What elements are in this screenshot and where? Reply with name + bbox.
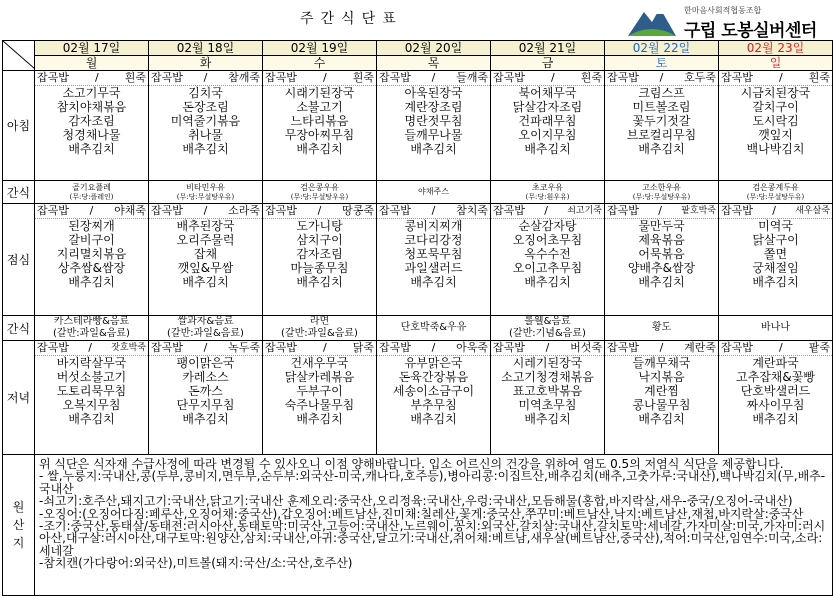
- snack1-cell: [263, 181, 377, 204]
- menu-item: 상추쌈&쌈장: [57, 261, 126, 275]
- menu-item: 크림스프: [638, 86, 685, 100]
- snack-name: 롤웰&음료: [524, 316, 571, 327]
- dinner-row: [3, 341, 833, 455]
- menu-item: 배추김치: [296, 412, 343, 426]
- rice-porridge-line: [605, 341, 718, 356]
- slash-separator: /: [431, 204, 436, 217]
- snack-name: 카스테라빵&음료: [53, 316, 130, 327]
- menu-item: 갈치구이: [752, 100, 799, 114]
- snack-alt: (갈반:과일&음료): [281, 328, 358, 339]
- morning-snack-row: [3, 181, 833, 204]
- menu-item: 표고호박볶음: [512, 384, 583, 398]
- snack-name: 단호박죽&우유: [400, 322, 467, 333]
- menu-item: 카레소스: [182, 370, 229, 384]
- page-header: [0, 0, 835, 41]
- snack1-cell: [491, 181, 605, 204]
- menu-item: 들깨무채국: [632, 356, 691, 370]
- menu-item: 취나물: [188, 128, 223, 142]
- porridge-name: 팥죽: [808, 341, 830, 354]
- dinner-cell: [263, 341, 377, 455]
- lunch-label: 점심: [3, 204, 35, 316]
- rice-label: 잡곡밥: [607, 204, 639, 217]
- snack1-cell: [149, 181, 263, 204]
- origin-row: [3, 455, 833, 596]
- origin-label: [3, 455, 35, 596]
- breakfast-cell: [35, 71, 149, 181]
- snack-alt: (무:당:플레인): [69, 192, 114, 201]
- snack-alt: (무:당:무설탕우유): [290, 192, 349, 201]
- rice-porridge-line: [491, 204, 604, 219]
- snack-name: 쌀과자&음료: [177, 316, 234, 327]
- menu-item: 물만두국: [638, 219, 685, 233]
- menu-item: 배추김치: [524, 142, 571, 156]
- menu-item: 지리멸치볶음: [56, 247, 127, 261]
- snack2-cell: [149, 316, 263, 341]
- date-cell: 02월 20일: [377, 41, 491, 56]
- menu-item: 오복지무침: [62, 398, 121, 412]
- menu-item: 브로컬리무침: [626, 128, 697, 142]
- slash-separator: /: [203, 341, 208, 354]
- menu-item: 짜사이무침: [746, 398, 805, 412]
- menu-item: 팽이맑은국: [176, 356, 235, 370]
- rice-label: 잡곡밥: [151, 71, 183, 84]
- porridge-name: 땅콩죽: [342, 204, 374, 217]
- menu-item: 소불고기: [296, 100, 343, 114]
- menu-item: 단호박샐러드: [740, 384, 811, 398]
- breakfast-cell: [491, 71, 605, 181]
- dinner-cell: [605, 341, 719, 455]
- menu-item: 오리주물럭: [176, 233, 235, 247]
- porridge-name: 쇠고기죽: [567, 206, 602, 216]
- breakfast-cell: [149, 71, 263, 181]
- porridge-name: 참깨죽: [228, 71, 260, 84]
- menu-item: 깻잎&무쌈: [177, 261, 234, 275]
- slash-separator: /: [322, 341, 327, 354]
- lunch-cell: [605, 204, 719, 316]
- page-title: 주간식단표: [300, 11, 403, 27]
- weekday-row: [3, 56, 833, 71]
- menu-item: 배추김치: [182, 142, 229, 156]
- afternoon-snack-row: [3, 316, 833, 341]
- snack2-cell: [35, 316, 149, 341]
- slash-separator: /: [322, 71, 327, 84]
- porridge-name: 흰죽: [580, 71, 602, 84]
- porridge-name: 버섯죽: [570, 341, 602, 354]
- menu-item: 부추무침: [410, 398, 457, 412]
- menu-item: 미역초무침: [518, 398, 577, 412]
- porridge-name: 흰죽: [352, 71, 374, 84]
- rice-label: 잡곡밥: [607, 341, 639, 354]
- rice-label: 잡곡밥: [151, 204, 183, 217]
- menu-item: 배추김치: [68, 412, 115, 426]
- slash-separator: /: [550, 71, 555, 84]
- snack-name: 라면: [309, 316, 330, 327]
- date-cell: 02월 19일: [263, 41, 377, 56]
- menu-item: 계란장조림: [404, 100, 463, 114]
- menu-item: 미역줄기볶음: [170, 114, 241, 128]
- menu-item: 콩비지찌개: [404, 219, 463, 233]
- porridge-name: 계란죽: [684, 341, 716, 354]
- snack-name: 골기요플레: [72, 182, 111, 192]
- menu-item: 건새우무국: [290, 356, 349, 370]
- slash-separator: /: [89, 204, 94, 217]
- dinner-cell: [35, 341, 149, 455]
- menu-item: 배추김치: [296, 142, 343, 156]
- origin-notes: [35, 455, 833, 596]
- porridge-name: 흰죽: [124, 71, 146, 84]
- lunch-cell: [35, 204, 149, 316]
- slash-separator: /: [544, 204, 548, 217]
- snack-alt: (무:당:무설탕두유): [746, 192, 805, 201]
- rice-porridge-line: [605, 204, 718, 219]
- snack-alt: (갈반:기념&음료): [509, 328, 586, 339]
- rice-porridge-line: [149, 341, 262, 356]
- date-row: [3, 41, 833, 56]
- menu-item: 도토리묵무침: [56, 384, 127, 398]
- slash-separator: /: [203, 204, 208, 217]
- menu-item: 낙지볶음: [638, 370, 685, 384]
- snack2-cell: [719, 316, 833, 341]
- notes-line: -조기:중국산,동태살/동태전:러시아산,동태토막:미국산,고등어:국내산,노르웨이,꽁치:외국산,갈치살:국내산,갈치토막:세네갈,가자미살:미국,가자미:러시아산,대구살:러시아산,대구토막:원양산,삼치:국내산,아귀:중국산,달고기:국내산,쥐어채:베트남,새우살(베트남산,중국산),적어:미국산,임연수:미국,소라:세네갈: [39, 519, 826, 558]
- porridge-name: 아욱죽: [456, 341, 488, 354]
- menu-item: 닭살감자조림: [512, 100, 583, 114]
- breakfast-row: [3, 71, 833, 181]
- snack-alt: (갈반:과일&음료): [53, 328, 130, 339]
- menu-item: 제육볶음: [638, 233, 685, 247]
- snack1-cell: [35, 181, 149, 204]
- rice-label: 잡곡밥: [265, 204, 297, 217]
- menu-item: 배추된장국: [176, 219, 235, 233]
- menu-item: 배추김치: [68, 275, 115, 289]
- rice-label: 잡곡밥: [607, 71, 639, 84]
- snack-alt: (갈반:과일&음료): [167, 328, 244, 339]
- menu-item: 배추김치: [752, 275, 799, 289]
- snack-name: 검은콩우유: [300, 182, 339, 192]
- menu-item: 삼치구이: [296, 233, 343, 247]
- diagonal-divider: [3, 41, 35, 69]
- date-cell: 02월 17일: [35, 41, 149, 56]
- snack-name: 고소한우유: [642, 182, 681, 192]
- morning-snack-label: 간식: [3, 181, 35, 204]
- corner-cell: [3, 41, 35, 71]
- menu-item: 배추김치: [68, 142, 115, 156]
- menu-item: 김치국: [188, 86, 223, 100]
- notes-line: - 쌀,누룽지:국내산,콩(두부,콩비지,면두부,순두부:외국산-미국,캐나다,호주등),병아리콩:이집트산,배추김치(배추,고춧가루:국내산),백나박김치(무,배추-국내산: [39, 469, 826, 496]
- lunch-cell: [491, 204, 605, 316]
- porridge-name: 잣호박죽: [111, 343, 146, 353]
- menu-item: 배추김치: [524, 275, 571, 289]
- dinner-cell: [719, 341, 833, 455]
- porridge-name: 소라죽: [228, 204, 260, 217]
- rice-label: 잡곡밥: [379, 204, 411, 217]
- menu-item: 명란젓무침: [404, 114, 463, 128]
- menu-item: 배추김치: [296, 275, 343, 289]
- menu-item: 된장찌개: [68, 219, 115, 233]
- snack-alt: (무:당:흰우유): [525, 192, 570, 201]
- snack-name: 초코우유: [532, 182, 563, 192]
- menu-item: 배추김치: [410, 412, 457, 426]
- rice-label: 잡곡밥: [265, 341, 297, 354]
- snack-name: 바나나: [761, 322, 790, 333]
- menu-item: 단무지무침: [176, 398, 235, 412]
- slash-separator: /: [94, 71, 99, 84]
- rice-label: 잡곡밥: [265, 71, 297, 84]
- menu-item: 참치야채볶음: [56, 100, 127, 114]
- slash-separator: /: [203, 71, 208, 84]
- rice-porridge-line: [719, 204, 832, 219]
- menu-item: 감자조림: [296, 247, 343, 261]
- slash-separator: /: [317, 204, 322, 217]
- menu-item: 시레기된장국: [512, 356, 583, 370]
- menu-item: 들깨무나물: [404, 128, 463, 142]
- dinner-cell: [491, 341, 605, 455]
- rice-label: 잡곡밥: [493, 71, 525, 84]
- weekday-cell: 토: [605, 56, 719, 71]
- rice-porridge-line: [377, 71, 490, 86]
- breakfast-cell: [377, 71, 491, 181]
- weekday-cell: 월: [35, 56, 149, 71]
- notes-line: -쇠고기:호주산,돼지고기:국내산,닭고기:국내산 훈제오리:중국산,오리정육:국내산,우렁:국내산,모듬해물(홍합,바지락살,새우-중국/오징어-국내산): [39, 494, 793, 509]
- menu-item: 마늘종무침: [290, 261, 349, 275]
- menu-item: 갈비구이: [68, 233, 115, 247]
- snack2-cell: [605, 316, 719, 341]
- lunch-row: [3, 204, 833, 316]
- menu-item: 배추김치: [182, 412, 229, 426]
- menu-item: 배추김치: [638, 275, 685, 289]
- menu-item: 아욱된장국: [404, 86, 463, 100]
- slash-separator: /: [88, 341, 92, 354]
- snack-name: 비타민우유: [186, 182, 225, 192]
- menu-item: 고추잡채&꽃빵: [736, 370, 815, 384]
- weekday-cell: 목: [377, 56, 491, 71]
- menu-item: 배추김치: [638, 142, 685, 156]
- menu-item: 느타리볶음: [290, 114, 349, 128]
- rice-label: 잡곡밥: [379, 341, 411, 354]
- menu-item: 닭살구이: [752, 233, 799, 247]
- porridge-name: 새우살죽: [795, 206, 830, 216]
- date-cell: 02월 18일: [149, 41, 263, 56]
- rice-porridge-line: [377, 341, 490, 356]
- porridge-name: 호두죽: [684, 71, 716, 84]
- menu-item: 쫄면: [763, 247, 788, 261]
- snack2-cell: [377, 316, 491, 341]
- menu-item: 감자조림: [68, 114, 115, 128]
- menu-item: 건파래무침: [518, 114, 577, 128]
- slash-separator: /: [772, 204, 776, 217]
- lunch-cell: [149, 204, 263, 316]
- rice-label: 잡곡밥: [151, 341, 183, 354]
- menu-item: 돈까스: [188, 384, 223, 398]
- rice-porridge-line: [605, 71, 718, 86]
- weekday-cell: 금: [491, 56, 605, 71]
- logo-title: 구립 도봉실버센터: [684, 21, 817, 41]
- rice-porridge-line: [491, 71, 604, 86]
- slash-separator: /: [659, 71, 664, 84]
- menu-item: 숙주나물무침: [284, 398, 355, 412]
- menu-item: 소고기무국: [62, 86, 121, 100]
- menu-item: 오이지무침: [518, 128, 577, 142]
- menu-item: 옥수수전: [524, 247, 571, 261]
- porridge-name: 흰죽: [808, 71, 830, 84]
- menu-item: 배추김치: [182, 275, 229, 289]
- menu-item: 바지락살무국: [56, 356, 127, 370]
- date-cell: 02월 21일: [491, 41, 605, 56]
- snack1-cell: [719, 181, 833, 204]
- rice-label: 잡곡밥: [37, 341, 69, 354]
- date-cell: 02월 22일: [605, 41, 719, 56]
- rice-porridge-line: [35, 341, 148, 356]
- menu-item: 과일샐러드: [404, 261, 463, 275]
- porridge-name: 들깨죽: [456, 71, 488, 84]
- porridge-name: 야채죽: [114, 204, 146, 217]
- rice-label: 잡곡밥: [37, 71, 69, 84]
- menu-item: 어묵볶음: [638, 247, 685, 261]
- rice-label: 잡곡밥: [721, 204, 753, 217]
- rice-label: 잡곡밥: [379, 71, 411, 84]
- origin-label-text: 원산지: [12, 500, 25, 550]
- rice-label: 잡곡밥: [721, 71, 753, 84]
- lunch-cell: [377, 204, 491, 316]
- center-logo: [626, 2, 831, 41]
- slash-separator: /: [545, 341, 550, 354]
- menu-item: 궁채절임: [752, 261, 799, 275]
- menu-item: 콩나물무침: [632, 398, 691, 412]
- menu-item: 잡채: [193, 247, 218, 261]
- slash-separator: /: [778, 341, 783, 354]
- notes-line: 위 식단은 식자재 수급사정에 따라 변경될 수 있사오니 이점 양해바랍니다. 입소 어르신의 건강을 위하여 염도 0.5의 저염식 식단을 제공합니다.: [39, 457, 784, 471]
- menu-item: 배추김치: [638, 412, 685, 426]
- dinner-cell: [377, 341, 491, 455]
- rice-porridge-line: [719, 341, 832, 356]
- rice-label: 잡곡밥: [721, 341, 753, 354]
- rice-label: 잡곡밥: [493, 204, 525, 217]
- porridge-name: 참치죽: [456, 204, 488, 217]
- rice-porridge-line: [719, 71, 832, 86]
- lunch-cell: [263, 204, 377, 316]
- rice-porridge-line: [149, 204, 262, 219]
- menu-item: 미역국: [758, 219, 793, 233]
- menu-item: 청포묵무침: [404, 247, 463, 261]
- logo-subtitle: 한마음사회적협동조합: [684, 6, 762, 15]
- menu-item: 청경채나물: [62, 128, 121, 142]
- snack1-cell: [377, 181, 491, 204]
- menu-item: 순살감자탕: [518, 219, 577, 233]
- porridge-name: 닭죽: [352, 341, 374, 354]
- afternoon-snack-label: 간식: [3, 316, 35, 341]
- snack-name: 검은콩계두유: [752, 182, 799, 192]
- menu-item: 버섯소불고기: [56, 370, 127, 384]
- mountain-logo-icon: [626, 2, 678, 38]
- slash-separator: /: [658, 204, 662, 217]
- porridge-name: 녹두죽: [228, 341, 260, 354]
- rice-porridge-line: [377, 204, 490, 219]
- menu-item: 북어채무국: [518, 86, 577, 100]
- menu-item: 배추김치: [752, 412, 799, 426]
- dinner-cell: [149, 341, 263, 455]
- menu-item: 꽃두기젓갈: [632, 114, 691, 128]
- breakfast-cell: [719, 71, 833, 181]
- menu-item: 백나박김치: [746, 142, 805, 156]
- menu-item: 배추김치: [524, 412, 571, 426]
- porridge-name: 팥호박죽: [681, 206, 716, 216]
- rice-porridge-line: [35, 204, 148, 219]
- menu-item: 계란찜: [644, 384, 679, 398]
- menu-item: 닭살카레볶음: [284, 370, 355, 384]
- menu-item: 시금치된장국: [740, 86, 811, 100]
- notes-line: -참치캔(가다랑어:외국산),미트볼(돼지:국산/소:국산,호주산): [39, 556, 353, 571]
- snack-name: 야채주스: [418, 187, 449, 196]
- snack-alt: (무:당:무설탕우유): [632, 192, 691, 201]
- menu-item: 양배추&쌈장: [627, 261, 696, 275]
- slash-separator: /: [778, 71, 783, 84]
- dinner-label: 저녁: [3, 341, 35, 455]
- menu-item: 무장아찌무침: [284, 128, 355, 142]
- menu-item: 깻잎지: [758, 128, 793, 142]
- slash-separator: /: [431, 341, 436, 354]
- date-cell: 02월 23일: [719, 41, 833, 56]
- snack2-cell: [263, 316, 377, 341]
- weekday-cell: 일: [719, 56, 833, 71]
- rice-porridge-line: [35, 71, 148, 86]
- menu-item: 오징어초무침: [512, 233, 583, 247]
- menu-item: 배추김치: [410, 142, 457, 156]
- menu-item: 시래기된장국: [284, 86, 355, 100]
- weekday-cell: 화: [149, 56, 263, 71]
- menu-item: 오이고추무침: [512, 261, 583, 275]
- breakfast-cell: [605, 71, 719, 181]
- lunch-cell: [719, 204, 833, 316]
- weekday-cell: 수: [263, 56, 377, 71]
- snack1-cell: [605, 181, 719, 204]
- slash-separator: /: [431, 71, 436, 84]
- menu-item: 두부구이: [296, 384, 343, 398]
- menu-item: 소고기청경채볶음: [501, 370, 594, 384]
- menu-item: 도가니탕: [296, 219, 343, 233]
- notes-line: -오징어:(오징어다짐:페루산,오징어채:중국산),갑오징어:베트남산,진미채:칠레산,꽃게:중국산,쭈꾸미:베트남산,낙지:베트남산,재첩,바지락살:중국산: [39, 506, 804, 521]
- menu-item: 배추김치: [410, 275, 457, 289]
- rice-porridge-line: [263, 341, 376, 356]
- menu-item: 코다리강정: [404, 233, 463, 247]
- snack2-cell: [491, 316, 605, 341]
- rice-label: 잡곡밥: [493, 341, 525, 354]
- menu-item: 돈장조림: [182, 100, 229, 114]
- menu-item: 유부맑은국: [404, 356, 463, 370]
- menu-item: 돈육간장볶음: [398, 370, 469, 384]
- rice-porridge-line: [263, 71, 376, 86]
- menu-item: 계란파국: [752, 356, 799, 370]
- rice-porridge-line: [149, 71, 262, 86]
- weekly-menu-table: [2, 40, 833, 596]
- rice-porridge-line: [491, 341, 604, 356]
- breakfast-cell: [263, 71, 377, 181]
- snack-name: 황도: [651, 322, 672, 333]
- menu-item: 도시락김: [752, 114, 799, 128]
- rice-porridge-line: [263, 204, 376, 219]
- snack-alt: (무:당:무설탕우유): [176, 192, 235, 201]
- menu-item: 미트볼조림: [632, 100, 691, 114]
- menu-item: 세송이소금구이: [392, 384, 475, 398]
- slash-separator: /: [659, 341, 664, 354]
- rice-label: 잡곡밥: [37, 204, 69, 217]
- breakfast-label: 아침: [3, 71, 35, 181]
